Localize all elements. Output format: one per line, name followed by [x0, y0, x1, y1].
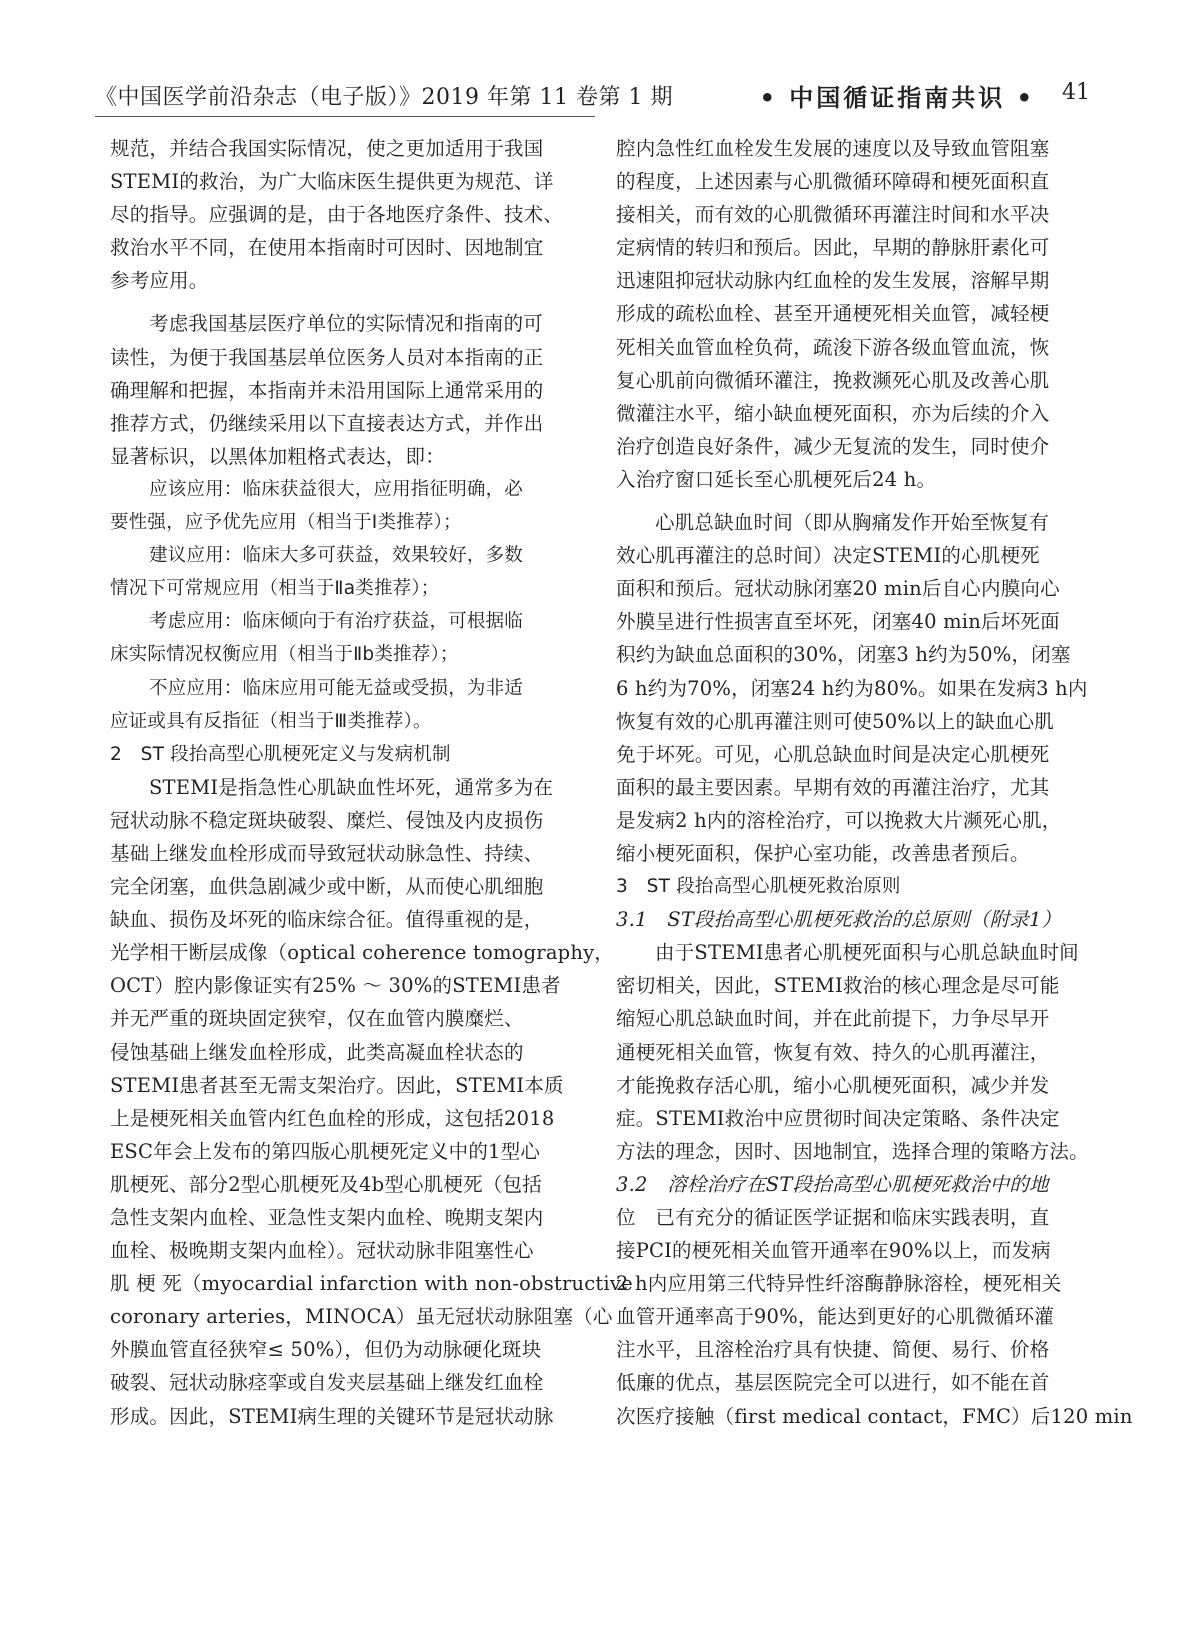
left-column-line: 救治水平不同，在使用本指南时可因时、因地制宜: [110, 236, 544, 260]
right-column-line: 入治疗窗口延长至心肌梗死后24 h。: [616, 467, 937, 491]
right-column-line: 才能挽救存活心肌，缩小心肌梗死面积，减少并发: [616, 1073, 1050, 1097]
left-column-line: 考虑应用：临床倾向于有治疗获益，可根据临: [149, 611, 524, 633]
left-column-line: 床实际情况权衡应用（相当于Ⅱb类推荐）；: [110, 644, 459, 666]
right-column-line: 免于坏死。可见，心肌总缺血时间是决定心肌梗死: [616, 742, 1050, 766]
left-column-line: 规范，并结合我国实际情况，使之更加适用于我国: [110, 137, 544, 160]
left-column-line: 不应应用：临床应用可能无益或受损，为非适: [149, 677, 524, 699]
left-column-line: 外膜血管直径狭窄≤ 50%），但仍为动脉硬化斑块: [110, 1338, 542, 1362]
right-column-line: 形成的疏松血栓、甚至开通梗死相关血管，减轻梗: [616, 302, 1050, 326]
right-column-line: 症。STEMI救治中应贯彻时间决定策略、条件决定: [616, 1106, 1060, 1130]
right-column-line: 腔内急性红血栓发生发展的速度以及导致血管阻塞: [616, 137, 1050, 160]
left-column-line: 读性，为便于我国基层单位医务人员对本指南的正: [110, 345, 544, 369]
left-column-line: 建议应用：临床大多可获益，效果较好，多数: [149, 545, 524, 567]
right-column-line: 位 已有充分的循证医学证据和临床实践表明，直: [616, 1206, 1050, 1229]
right-column-line: 3.1 ST段抬高型心肌梗死救治的总原则（附录1）: [616, 908, 1062, 932]
right-column-line: 3 ST 段抬高型心肌梗死救治原则: [616, 876, 901, 898]
left-column-line: ESC年会上发布的第四版心肌梗死定义中的1型心: [110, 1139, 541, 1163]
right-column-line: 的程度，上述因素与心肌微循环障碍和梗死面积直: [616, 170, 1050, 194]
right-column-line: 密切相关，因此，STEMI救治的核心理念是尽可能: [616, 974, 1060, 998]
right-column-line: 面积的最主要因素。早期有效的再灌注治疗，尤其: [616, 775, 1050, 799]
left-column-line: 考虑我国基层医疗单位的实际情况和指南的可: [149, 312, 544, 336]
left-column-line: 血栓、极晚期支架内血栓）。冠状动脉非阻塞性心: [110, 1239, 534, 1263]
right-column-line: 接相关，而有效的心肌微循环再灌注时间和水平决: [616, 203, 1050, 227]
right-column-line: 2 h内应用第三代特异性纤溶酶静脉溶栓，梗死相关: [616, 1272, 1062, 1296]
left-column-line: 光学相干断层成像（optical coherence tomography，: [110, 941, 615, 965]
left-column-line: 上是梗死相关血管内红色血栓的形成，这包括2018: [110, 1106, 555, 1130]
left-column-line: coronary arteries，MINOCA）虽无冠状动脉阻塞（心: [110, 1305, 613, 1329]
right-column-line: 由于STEMI患者心肌梗死面积与心肌总缺血时间: [655, 941, 1079, 965]
right-column-line: 恢复有效的心肌再灌注则可使50%以上的缺血心肌: [616, 709, 1054, 733]
left-column-line: 参考应用。: [110, 269, 209, 293]
left-column-line: 要性强，应予优先应用（相当于Ⅰ类推荐）；: [110, 512, 462, 534]
left-column-line: 破裂、冠状动脉痉挛或自发夹层基础上继发红血栓: [110, 1371, 544, 1395]
left-column-line: STEMI患者甚至无需支架治疗。因此，STEMI本质: [110, 1073, 564, 1097]
left-column-line: 尽的指导。应强调的是，由于各地医疗条件、技术、: [110, 203, 564, 227]
left-column-line: 2 ST 段抬高型心肌梗死定义与发病机制: [110, 743, 451, 765]
left-column-line: 侵蚀基础上继发血栓形成，此类高凝血栓状态的: [110, 1040, 524, 1064]
left-column-line: 完全闭塞，血供急剧减少或中断，从而使心肌细胞: [110, 875, 544, 899]
right-column-line: 外膜呈进行性损害直至坏死，闭塞40 min后坏死面: [616, 610, 1060, 634]
left-column-line: 显著标识，以黑体加粗格式表达，即：: [110, 444, 445, 468]
header-rule: [95, 116, 595, 117]
right-column-line: 通梗死相关血管，恢复有效、持久的心肌再灌注，: [616, 1040, 1050, 1064]
left-column-line: STEMI的救治，为广大临床医生提供更为规范、详: [110, 170, 554, 194]
right-column-line: 心肌总缺血时间（即从胸痛发作开始至恢复有: [655, 511, 1050, 535]
left-column-line: 情况下可常规应用（相当于Ⅱa类推荐）；: [110, 578, 440, 600]
right-column-line: 缩短心肌总缺血时间，并在此前提下，力争尽早开: [616, 1007, 1050, 1031]
left-column-line: 肌梗死、部分2型心肌梗死及4b型心肌梗死（包括: [110, 1172, 542, 1196]
right-column-line: 低廉的优点，基层医院完全可以进行，如不能在首: [616, 1371, 1050, 1395]
left-column-line: STEMI是指急性心肌缺血性坏死，通常多为在: [149, 775, 554, 799]
right-column-line: 复心肌前向微循环灌注，挽救濒死心肌及改善心肌: [616, 368, 1050, 392]
right-column-line: 血管开通率高于90%，能达到更好的心肌微循环灌: [616, 1305, 1054, 1329]
right-column-line: 治疗创造良好条件，减少无复流的发生，同时使介: [616, 434, 1050, 458]
page-number: 41: [1062, 80, 1090, 105]
left-column-line: 应证或具有反指征（相当于Ⅲ类推荐）。: [110, 710, 432, 732]
left-column-line: 基础上继发血栓形成而导致冠状动脉急性、持续、: [110, 841, 544, 865]
right-column-line: 方法的理念，因时、因地制宜，选择合理的策略方法。: [616, 1139, 1089, 1163]
right-column-line: 迅速阻抑冠状动脉内红血栓的发生发展，溶解早期: [616, 269, 1050, 293]
left-column-line: 推荐方式，仍继续采用以下直接表达方式，并作出: [110, 411, 544, 435]
left-column-line: 应该应用：临床获益很大，应用指征明确，必: [149, 478, 524, 500]
left-column-line: 缺血、损伤及坏死的临床综合征。值得重视的是，: [110, 908, 544, 932]
right-column: [616, 132, 1133, 1433]
right-column-line: 6 h约为70%，闭塞24 h约为80%。如果在发病3 h内: [616, 676, 1088, 700]
right-column-line: 死相关血管血栓负荷，疏浚下游各级血管血流，恢: [616, 335, 1050, 359]
left-column-line: 肌 梗 死（myocardial infarction with non-obstructive: [110, 1272, 633, 1296]
left-column-line: 并无严重的斑块固定狭窄，仅在血管内膜糜烂、: [110, 1007, 524, 1031]
left-column-line: 形成。因此，STEMI病生理的关键环节是冠状动脉: [110, 1404, 554, 1428]
section-title: • 中国循证指南共识 •: [759, 84, 1035, 112]
page-header: [95, 72, 1090, 118]
right-column-line: 是发病2 h内的溶栓治疗，可以挽救大片濒死心肌，: [616, 808, 1062, 832]
right-column-line: 微灌注水平，缩小缺血梗死面积，亦为后续的介入: [616, 401, 1050, 425]
right-column-line: 注水平，且溶栓治疗具有快捷、简便、易行、价格: [616, 1338, 1050, 1362]
right-column-line: 次医疗接触（first medical contact，FMC）后120 min: [616, 1404, 1133, 1428]
journal-title: 《中国医学前沿杂志（电子版）》2019 年第 11 卷第 1 期: [95, 85, 673, 110]
right-column-line: 缩小梗死面积，保护心室功能，改善患者预后。: [616, 841, 1030, 865]
left-column-line: 急性支架内血栓、亚急性支架内血栓、晚期支架内: [110, 1206, 544, 1229]
right-column-line: 3.2 溶栓治疗在ST段抬高型心肌梗死救治中的地: [616, 1172, 1049, 1196]
right-column-line: 面积和预后。冠状动脉闭塞20 min后自心内膜向心: [616, 577, 1060, 601]
right-column-line: 定病情的转归和预后。因此，早期的静脉肝素化可: [616, 236, 1050, 260]
left-column-line: OCT）腔内影像证实有25% ～ 30%的STEMI患者: [110, 974, 561, 998]
right-column-line: 效心肌再灌注的总时间）决定STEMI的心肌梗死: [616, 544, 1040, 568]
right-column-line: 接PCI的梗死相关血管开通率在90%以上，而发病: [616, 1239, 1051, 1263]
left-column-line: 确理解和把握，本指南并未沿用国际上通常采用的: [110, 378, 544, 402]
left-column: [110, 132, 633, 1433]
left-column-line: 冠状动脉不稳定斑块破裂、糜烂、侵蚀及内皮损伤: [110, 808, 544, 832]
right-column-line: 积约为缺血总面积的30%，闭塞3 h约为50%，闭塞: [616, 643, 1071, 667]
